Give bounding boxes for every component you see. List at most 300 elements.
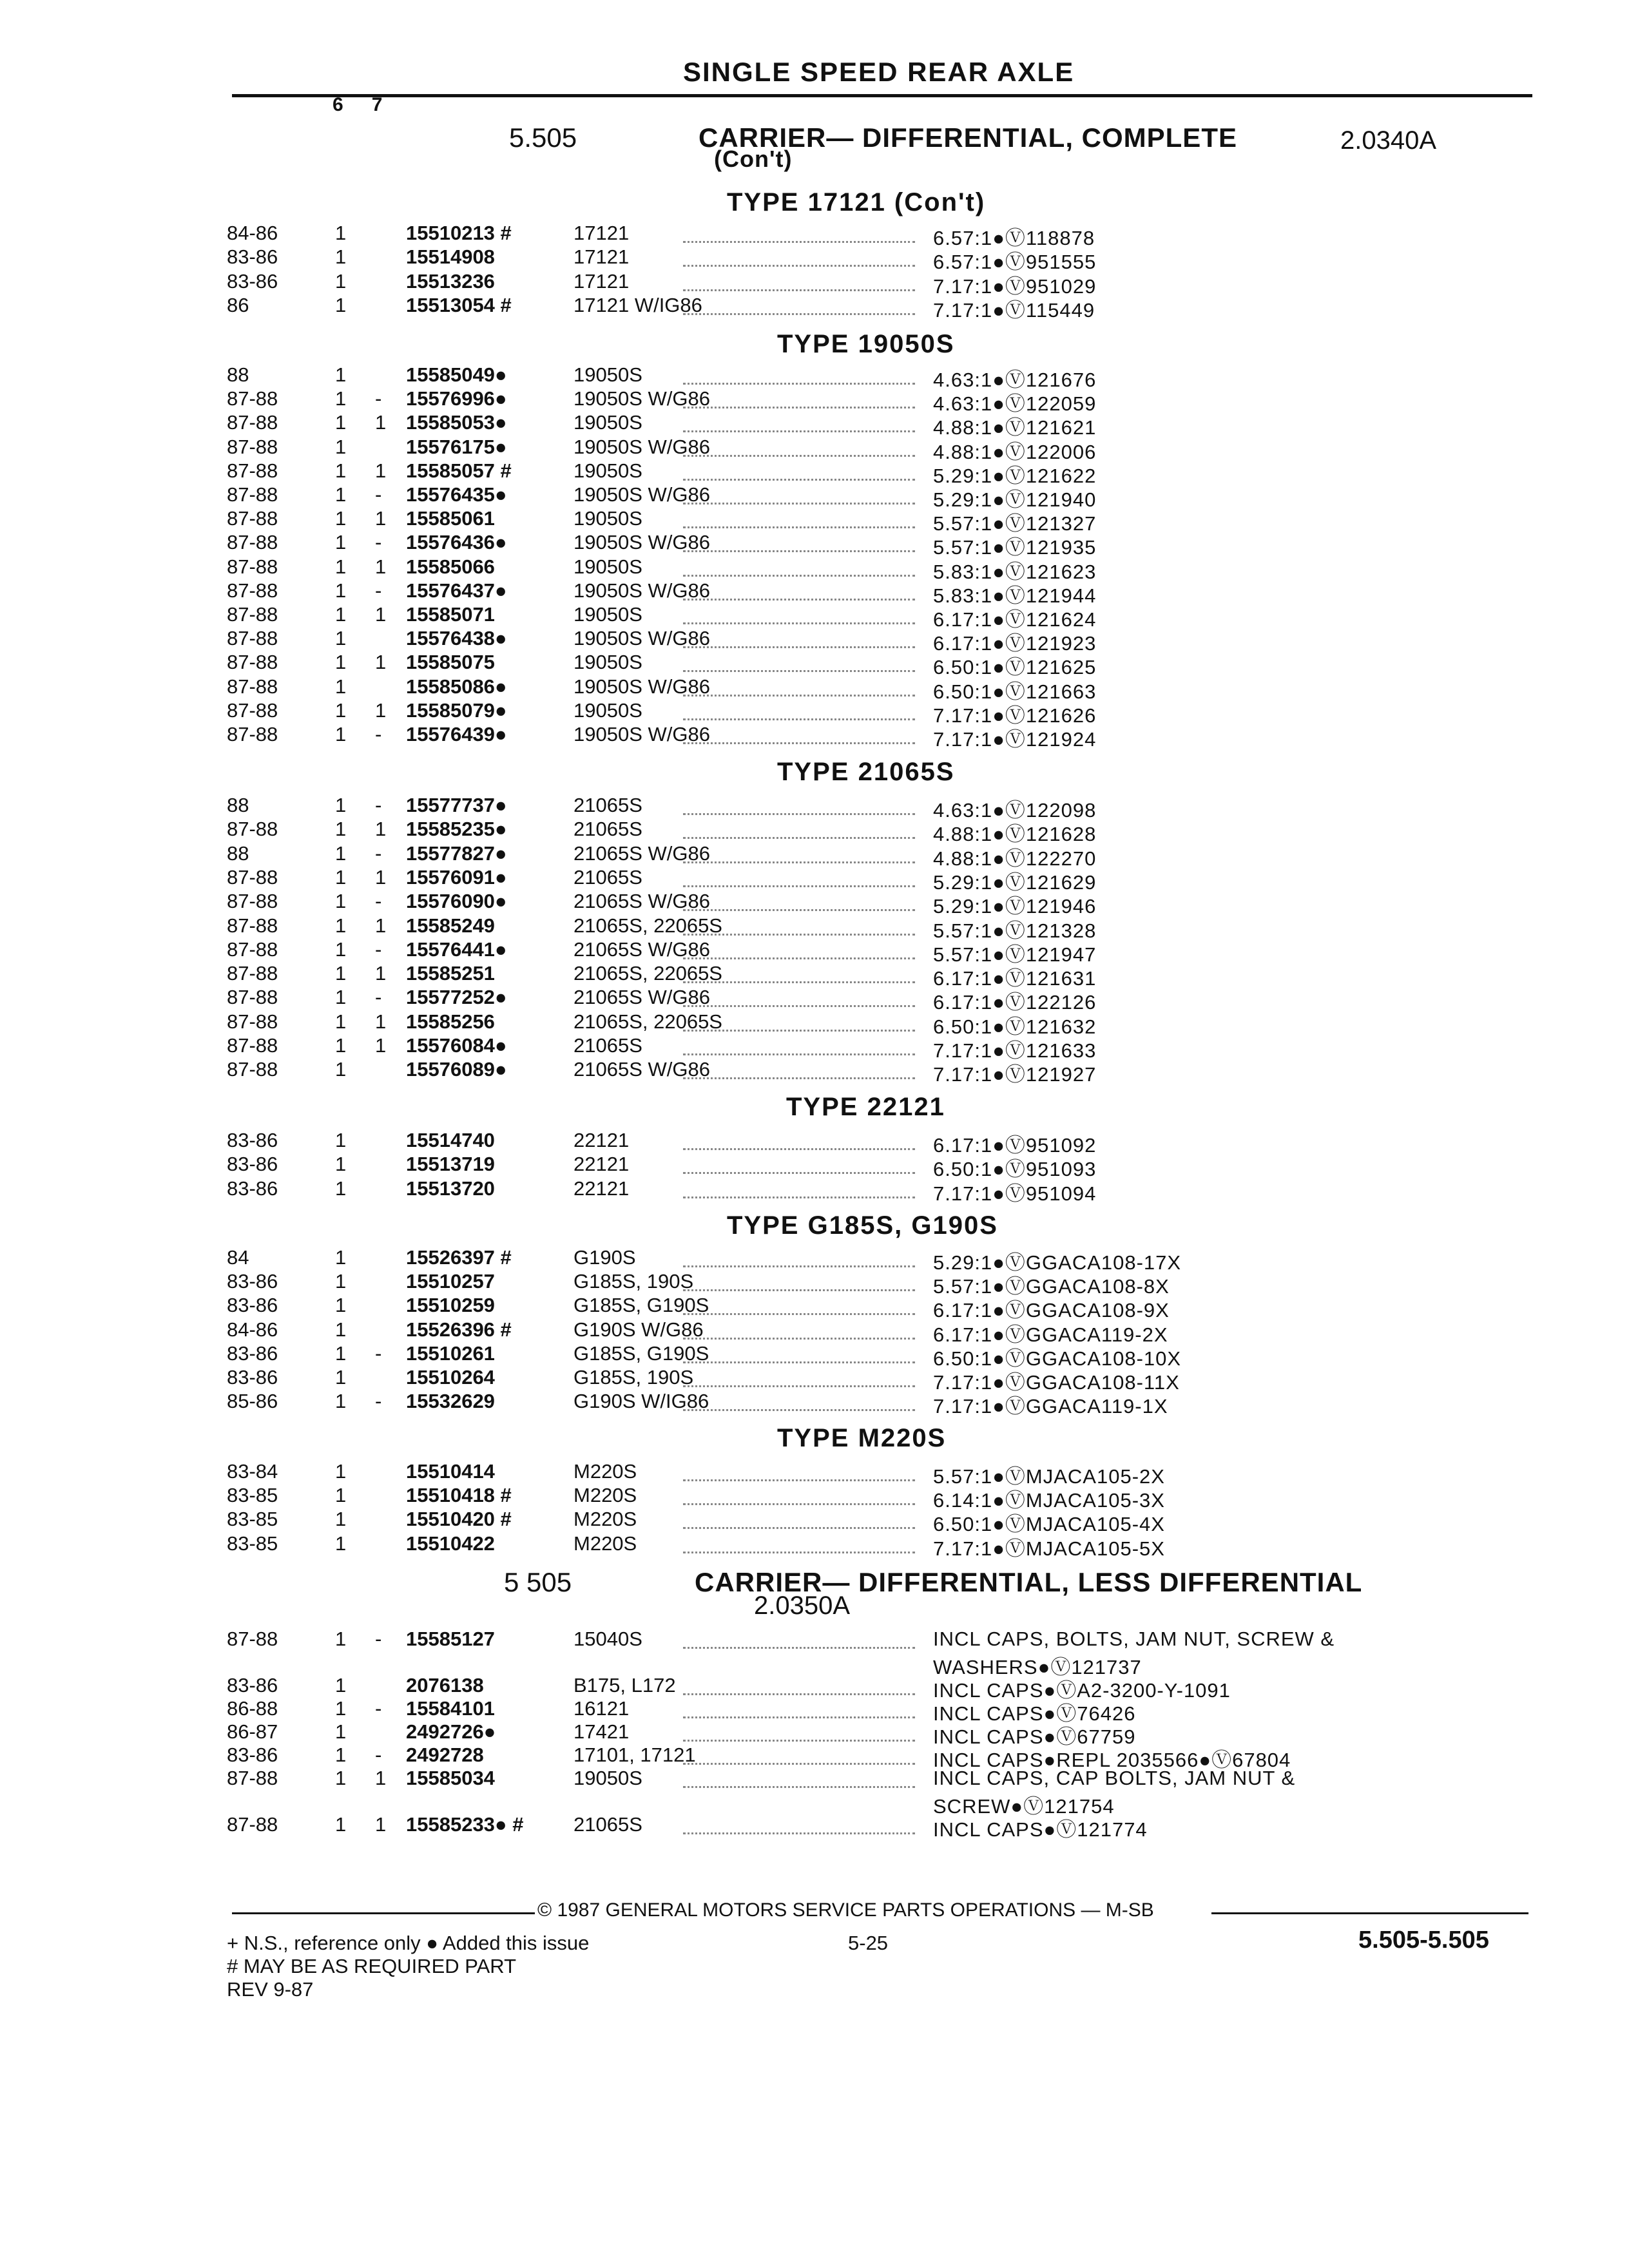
year-cell: 87-88	[227, 890, 278, 913]
qty-cell: 1	[335, 1153, 347, 1176]
qty-cell: 1	[335, 962, 347, 985]
description-cell: 6.17:1●ⓋGGACA108-9X	[933, 1299, 1170, 1322]
leader-dots	[683, 1740, 915, 1742]
column-number-7: 7	[371, 94, 383, 115]
qty-cell: 1	[335, 865, 347, 889]
year-cell: 87-88	[227, 627, 278, 650]
leader-dots	[683, 1763, 915, 1765]
leader-dots	[683, 1361, 915, 1363]
table-row	[0, 1010, 1629, 1038]
qty-cell: 1	[335, 1058, 347, 1081]
qty2-cell: 1	[375, 1813, 387, 1836]
type-cell: M220S	[574, 1484, 637, 1507]
type-heading: TYPE M220S	[777, 1424, 947, 1452]
table-row	[0, 1153, 1629, 1181]
leader-dots	[683, 1479, 915, 1481]
table-row	[0, 1058, 1629, 1086]
year-cell: 83-86	[227, 1294, 278, 1317]
leader-dots	[683, 599, 915, 601]
leader-dots	[683, 1077, 915, 1079]
table-row	[0, 794, 1629, 822]
table-row	[0, 483, 1629, 511]
type-cell: 21065S W/G86	[574, 890, 710, 913]
type-cell: 21065S	[574, 1813, 642, 1836]
footer-rule-right	[1211, 1912, 1528, 1914]
qty2-cell: 1	[375, 1767, 387, 1789]
part-number-cell: 15576441●	[406, 937, 507, 961]
part-number-cell: 15510414	[406, 1460, 495, 1483]
description-cell: 5.29:1●ⓋGGACA108-17X	[933, 1251, 1182, 1274]
table-row	[0, 1651, 1629, 1678]
qty-cell: 1	[335, 1246, 347, 1269]
table-row	[0, 294, 1629, 322]
description-cell: 4.88:1●Ⓥ122270	[933, 847, 1097, 870]
qty-cell: 1	[335, 1767, 347, 1789]
table-row	[0, 1790, 1629, 1818]
type-cell: 17101, 17121	[574, 1744, 696, 1766]
description-cell: 5.57:1●ⓋMJACA105-2X	[933, 1465, 1165, 1488]
part-number-cell: 15576437●	[406, 579, 507, 602]
type-cell: G190S W/G86	[574, 1318, 704, 1341]
type-cell: 21065S	[574, 818, 642, 841]
description-cell: 5.57:1●Ⓥ121947	[933, 943, 1097, 966]
table-row	[0, 1813, 1629, 1841]
description-cell: 5.57:1●ⓋGGACA108-8X	[933, 1275, 1170, 1298]
qty-cell: 1	[335, 1460, 347, 1483]
qty-cell: 1	[335, 1674, 347, 1696]
description-cell: INCL CAPS, BOLTS, JAM NUT, SCREW &	[933, 1628, 1335, 1650]
type-cell: 19050S	[574, 363, 642, 386]
qty-cell: 1	[335, 627, 347, 650]
qty-cell: 1	[335, 1628, 347, 1650]
type-cell: G190S	[574, 1246, 636, 1269]
description-cell: 7.17:1●Ⓥ121633	[933, 1039, 1097, 1062]
type-cell: 19050S W/G86	[574, 675, 710, 698]
type-cell: 19050S	[574, 1767, 642, 1789]
qty2-cell: 1	[375, 698, 387, 722]
table-row	[0, 1767, 1629, 1791]
leader-dots	[683, 1338, 915, 1340]
qty2-cell: 1	[375, 411, 387, 434]
type-cell: 21065S	[574, 865, 642, 889]
table-row	[0, 1744, 1629, 1771]
leader-dots	[683, 981, 915, 983]
qty-cell: 1	[335, 507, 347, 530]
qty2-cell: 1	[375, 555, 387, 578]
year-cell: 86	[227, 294, 249, 317]
description-cell: 4.63:1●Ⓥ122098	[933, 799, 1097, 822]
type-cell: 19050S	[574, 507, 642, 530]
part-number-cell: 15576175●	[406, 435, 507, 458]
qty-cell: 1	[335, 723, 347, 745]
qty-cell: 1	[335, 890, 347, 913]
table-row	[0, 723, 1629, 751]
footer-page-number: 5-25	[848, 1932, 889, 1954]
part-number-cell: 15576090●	[406, 890, 507, 913]
type-cell: 19050S	[574, 555, 642, 578]
table-row	[0, 865, 1629, 894]
year-cell: 87-88	[227, 962, 278, 985]
leader-dots	[683, 503, 915, 505]
year-cell: 87-88	[227, 937, 278, 961]
table-row	[0, 1177, 1629, 1205]
year-cell: 87-88	[227, 387, 278, 410]
part-number-cell: 15513719	[406, 1153, 495, 1176]
qty-cell: 1	[335, 411, 347, 434]
table-row	[0, 1484, 1629, 1512]
table-row	[0, 914, 1629, 942]
type-cell: 19050S W/G86	[574, 579, 710, 602]
year-cell: 87-88	[227, 411, 278, 434]
description-cell: 5.57:1●Ⓥ121935	[933, 536, 1097, 559]
type-cell: G185S, G190S	[574, 1341, 709, 1365]
description-cell: 6.17:1●Ⓥ121631	[933, 967, 1097, 990]
description-cell: 6.57:1●Ⓥ118878	[933, 227, 1095, 249]
year-cell: 87-88	[227, 675, 278, 698]
qty-cell: 1	[335, 1318, 347, 1341]
year-cell: 87-88	[227, 1813, 278, 1836]
type-cell: 22121	[574, 1153, 630, 1176]
table-row	[0, 890, 1629, 918]
qty2-cell: -	[375, 1744, 382, 1766]
description-cell: 6.50:1●Ⓥ121632	[933, 1015, 1097, 1038]
leader-dots	[683, 455, 915, 457]
footer-revision: REV 9-87	[227, 1978, 314, 2001]
description-cell: 6.17:1●ⓋGGACA119-2X	[933, 1323, 1168, 1346]
year-cell: 87-88	[227, 435, 278, 458]
qty-cell: 1	[335, 531, 347, 554]
table-row	[0, 459, 1629, 487]
qty-cell: 1	[335, 818, 347, 841]
qty2-cell: 1	[375, 962, 387, 985]
type-cell: 19050S	[574, 651, 642, 674]
description-cell: 5.83:1●Ⓥ121944	[933, 584, 1097, 607]
qty-cell: 1	[335, 1720, 347, 1743]
year-cell: 87-88	[227, 1034, 278, 1057]
table-row	[0, 627, 1629, 655]
description-cell: 7.17:1●Ⓥ115449	[933, 299, 1095, 322]
table-row	[0, 1366, 1629, 1394]
table-row	[0, 363, 1629, 391]
type-cell: G185S, 190S	[574, 1366, 694, 1389]
leader-dots	[683, 313, 915, 315]
qty2-cell: 1	[375, 1010, 387, 1033]
part-number-cell: 15585079●	[406, 698, 507, 722]
part-number-cell: 15510259	[406, 1294, 495, 1317]
leader-dots	[683, 1265, 915, 1267]
type-cell: 19050S W/G86	[574, 723, 710, 745]
year-cell: 83-86	[227, 1177, 278, 1200]
qty2-cell: 1	[375, 914, 387, 937]
description-cell: 4.63:1●Ⓥ121676	[933, 369, 1097, 391]
leader-dots	[683, 383, 915, 385]
qty-cell: 1	[335, 675, 347, 698]
type-cell: 22121	[574, 1129, 630, 1151]
description-cell: 7.17:1●Ⓥ121924	[933, 728, 1097, 751]
qty-cell: 1	[335, 245, 347, 269]
part-number-cell: 15585071	[406, 603, 495, 626]
qty2-cell: -	[375, 723, 382, 745]
type-cell: 15040S	[574, 1628, 642, 1650]
qty2-cell: -	[375, 387, 382, 410]
column-numbers	[333, 94, 410, 116]
type-heading: TYPE 17121 (Con't)	[727, 188, 986, 216]
type-cell: 17121	[574, 269, 630, 293]
year-cell: 87-88	[227, 579, 278, 602]
leader-dots	[683, 1313, 915, 1315]
table-row	[0, 1508, 1629, 1536]
table-row	[0, 1697, 1629, 1725]
table-row	[0, 531, 1629, 559]
year-cell: 87-88	[227, 1628, 278, 1650]
year-cell: 87-88	[227, 1010, 278, 1033]
leader-dots	[683, 813, 915, 815]
leader-dots	[683, 861, 915, 863]
qty2-cell: 1	[375, 651, 387, 674]
description-cell: INCL CAPS●REPL 2035566●Ⓥ67804	[933, 1749, 1291, 1771]
description-cell: 7.17:1●ⓋGGACA119-1X	[933, 1395, 1168, 1418]
leader-dots	[683, 1503, 915, 1505]
year-cell: 87-88	[227, 555, 278, 578]
part-number-cell: 15576996●	[406, 387, 507, 410]
footer-rule-left	[232, 1912, 535, 1914]
leader-dots	[683, 1527, 915, 1529]
part-number-cell: 15510420 #	[406, 1508, 512, 1531]
table-row	[0, 269, 1629, 298]
year-cell: 83-86	[227, 245, 278, 269]
leader-dots	[683, 885, 915, 887]
footer-section-range: 5.505-5.505	[1358, 1927, 1489, 1954]
qty2-cell: -	[375, 579, 382, 602]
leader-dots	[683, 479, 915, 481]
description-cell: 4.88:1●Ⓥ122006	[933, 440, 1097, 463]
table-row	[0, 1318, 1629, 1346]
part-number-cell: 15513236	[406, 269, 495, 293]
qty-cell: 1	[335, 1697, 347, 1720]
type-cell: G185S, G190S	[574, 1294, 709, 1317]
description-cell: 7.17:1●Ⓥ121626	[933, 704, 1097, 727]
leader-dots	[683, 550, 915, 552]
qty-cell: 1	[335, 937, 347, 961]
qty-cell: 1	[335, 1532, 347, 1555]
part-number-cell: 15585233● #	[406, 1813, 524, 1836]
leader-dots	[683, 934, 915, 936]
type-cell: 21065S	[574, 794, 642, 816]
description-cell: 6.50:1●Ⓥ121663	[933, 680, 1097, 703]
part-number-cell: 15513720	[406, 1177, 495, 1200]
description-cell: 7.17:1●Ⓥ951094	[933, 1182, 1097, 1205]
table-row	[0, 675, 1629, 703]
table-row	[0, 1246, 1629, 1274]
year-cell: 87-88	[227, 651, 278, 674]
section-code: 2.0340A	[1340, 126, 1437, 155]
description-cell: 6.57:1●Ⓥ951555	[933, 251, 1097, 274]
part-number-cell: 15510261	[406, 1341, 495, 1365]
year-cell: 87-88	[227, 459, 278, 482]
table-row	[0, 841, 1629, 870]
leader-dots	[683, 575, 915, 577]
year-cell: 87-88	[227, 914, 278, 937]
table-row	[0, 1390, 1629, 1418]
description-cell: 5.29:1●Ⓥ121629	[933, 870, 1097, 894]
description-cell: 4.88:1●Ⓥ121628	[933, 823, 1097, 846]
type-cell: M220S	[574, 1508, 637, 1531]
description-cell: 4.63:1●Ⓥ122059	[933, 392, 1097, 416]
footer-legend-2: # MAY BE AS REQUIRED PART	[227, 1955, 517, 1977]
part-number-cell: 15576438●	[406, 627, 507, 650]
qty2-cell: -	[375, 890, 382, 913]
part-number-cell: 15585049●	[406, 363, 507, 386]
type-cell: 19050S	[574, 411, 642, 434]
page-title: SINGLE SPEED REAR AXLE	[683, 57, 1075, 87]
leader-dots	[683, 718, 915, 720]
description-cell: WASHERS●Ⓥ121737	[933, 1656, 1142, 1678]
leader-dots	[683, 837, 915, 839]
qty-cell: 1	[335, 651, 347, 674]
table-row	[0, 962, 1629, 990]
part-number-cell: 15585256	[406, 1010, 495, 1033]
leader-dots	[683, 407, 915, 408]
type-cell: 19050S W/G86	[574, 531, 710, 554]
description-cell: 6.50:1●ⓋGGACA108-10X	[933, 1347, 1182, 1370]
leader-dots	[683, 622, 915, 624]
part-number-cell: 15585057 #	[406, 459, 512, 482]
qty-cell: 1	[335, 363, 347, 386]
qty2-cell: -	[375, 1341, 382, 1365]
qty-cell: 1	[335, 1034, 347, 1057]
type-cell: 21065S, 22065S	[574, 962, 722, 985]
part-number-cell: 15585061	[406, 507, 495, 530]
footer-legend-1: + N.S., reference only ● Added this issue	[227, 1932, 590, 1954]
year-cell: 87-88	[227, 1058, 278, 1081]
qty-cell: 1	[335, 1294, 347, 1317]
description-cell: 6.50:1●Ⓥ951093	[933, 1158, 1097, 1181]
leader-dots	[683, 241, 915, 243]
type-cell: 16121	[574, 1697, 630, 1720]
description-cell: 6.17:1●Ⓥ121624	[933, 608, 1097, 631]
table-row	[0, 411, 1629, 439]
description-cell: 6.17:1●Ⓥ121923	[933, 632, 1097, 655]
part-number-cell: 15584101	[406, 1697, 495, 1720]
qty2-cell: -	[375, 1390, 382, 1413]
leader-dots	[683, 1385, 915, 1387]
type-cell: G185S, 190S	[574, 1270, 694, 1293]
table-row	[0, 1129, 1629, 1157]
part-number-cell: 15576435●	[406, 483, 507, 506]
year-cell: 83-86	[227, 1341, 278, 1365]
year-cell: 83-85	[227, 1532, 278, 1555]
table-row	[0, 1341, 1629, 1370]
type-cell: M220S	[574, 1532, 637, 1555]
qty2-cell: -	[375, 1628, 382, 1650]
table-row	[0, 698, 1629, 727]
header-rule	[232, 94, 1532, 97]
table-row	[0, 435, 1629, 463]
year-cell: 85-86	[227, 1390, 278, 1413]
year-cell: 84	[227, 1246, 249, 1269]
leader-dots	[683, 1030, 915, 1032]
year-cell: 87-88	[227, 986, 278, 1009]
part-number-cell: 15585235●	[406, 818, 507, 841]
leader-dots	[683, 909, 915, 911]
section-subtitle: (Con't)	[714, 146, 793, 172]
type-heading: TYPE G185S, G190S	[727, 1211, 998, 1240]
table-row	[0, 245, 1629, 274]
qty-cell: 1	[335, 1484, 347, 1507]
table-row	[0, 555, 1629, 583]
section2-code: 2.0350A	[754, 1591, 851, 1620]
description-cell: SCREW●Ⓥ121754	[933, 1795, 1115, 1818]
leader-dots	[683, 1196, 915, 1198]
table-row	[0, 1532, 1629, 1560]
type-cell: 19050S	[574, 603, 642, 626]
leader-dots	[683, 1647, 915, 1649]
year-cell: 87-88	[227, 865, 278, 889]
part-number-cell: 15577827●	[406, 841, 507, 865]
qty2-cell: -	[375, 483, 382, 506]
leader-dots	[683, 430, 915, 432]
description-cell: INCL CAPS●Ⓥ121774	[933, 1818, 1148, 1841]
part-number-cell: 15576084●	[406, 1034, 507, 1057]
type-cell: 21065S	[574, 1034, 642, 1057]
year-cell: 83-86	[227, 1129, 278, 1151]
part-number-cell: 15585249	[406, 914, 495, 937]
description-cell: 7.17:1●ⓋMJACA105-5X	[933, 1537, 1165, 1560]
type-cell: 21065S W/G86	[574, 1058, 710, 1081]
part-number-cell: 15510257	[406, 1270, 495, 1293]
part-number-cell: 15585066	[406, 555, 495, 578]
qty-cell: 1	[335, 483, 347, 506]
qty2-cell: 1	[375, 507, 387, 530]
part-number-cell: 2492726●	[406, 1720, 496, 1743]
description-cell: INCL CAPS●Ⓥ76426	[933, 1702, 1136, 1725]
year-cell: 83-86	[227, 1674, 278, 1696]
table-row	[0, 986, 1629, 1014]
part-number-cell: 15577737●	[406, 794, 507, 816]
table-row	[0, 818, 1629, 846]
part-number-cell: 15532629	[406, 1390, 495, 1413]
qty2-cell: 1	[375, 603, 387, 626]
leader-dots	[683, 695, 915, 697]
type-cell: 19050S	[574, 459, 642, 482]
year-cell: 83-86	[227, 1270, 278, 1293]
part-number-cell: 15514908	[406, 245, 495, 269]
part-number-cell: 15585127	[406, 1628, 495, 1650]
qty-cell: 1	[335, 698, 347, 722]
year-cell: 88	[227, 794, 249, 816]
description-cell: 5.29:1●Ⓥ121940	[933, 488, 1097, 511]
qty2-cell: 1	[375, 1034, 387, 1057]
type-cell: 21065S W/G86	[574, 937, 710, 961]
type-cell: 21065S, 22065S	[574, 1010, 722, 1033]
type-cell: 19050S W/G86	[574, 483, 710, 506]
description-cell: 6.17:1●Ⓥ951092	[933, 1134, 1097, 1157]
table-row	[0, 1270, 1629, 1298]
qty2-cell: 1	[375, 459, 387, 482]
description-cell: 5.57:1●Ⓥ121328	[933, 919, 1097, 942]
year-cell: 88	[227, 363, 249, 386]
column-number-6: 6	[333, 94, 343, 115]
type-cell: 19050S W/G86	[574, 387, 710, 410]
description-cell: INCL CAPS, CAP BOLTS, JAM NUT &	[933, 1767, 1296, 1789]
table-row	[0, 603, 1629, 631]
qty-cell: 1	[335, 555, 347, 578]
part-number-cell: 15577252●	[406, 986, 507, 1009]
table-row	[0, 1720, 1629, 1748]
qty2-cell: -	[375, 841, 382, 865]
qty-cell: 1	[335, 914, 347, 937]
leader-dots	[683, 1053, 915, 1055]
